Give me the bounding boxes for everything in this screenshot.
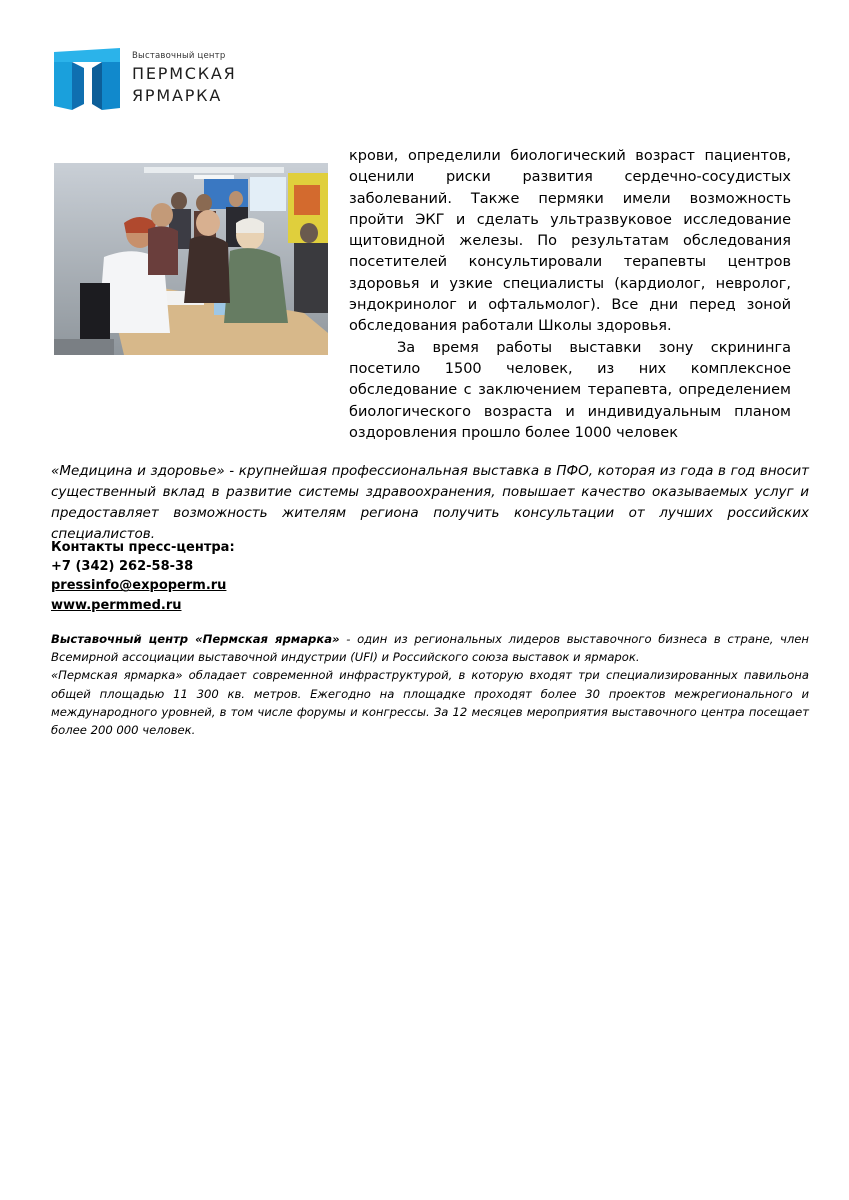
logo-title-line1: ПЕРМСКАЯ <box>132 64 237 83</box>
contacts-email-link[interactable]: pressinfo@expoperm.ru <box>51 578 227 594</box>
press-contacts <box>51 538 235 615</box>
logo-title-line2: ЯРМАРКА <box>132 86 223 105</box>
logo-subtitle: Выставочный центр <box>132 51 226 61</box>
contacts-title: Контакты пресс-центра: <box>51 540 235 555</box>
exhibition-about: «Медицина и здоровье» - крупнейшая профессиональная выставка в ПФО, которая из года в год вносит существенный вклад в развитие системы здравоохранения, повышает качество оказываемых услуг и предоставляет возможность жителям региона получить консультации от лучших российских специалистов. <box>51 463 809 542</box>
fair-info <box>51 630 809 739</box>
contacts-phone: +7 (342) 262-58-38 <box>51 559 194 575</box>
article-paragraph: За время работы выставки зону скрининга посетило 1500 человек, из них комплексное обследование с заключением терапевта, определением биологического возраста и индивидуальным планом оздоровления прошло более 1000 человек <box>349 339 791 441</box>
fair-paragraph: «Пермская ярмарка» обладает современной инфраструктурой, в которую входят три специализированных павильона общей площадью 11 300 кв. метров. Ежегодно на площадке проходят более 30 проектов межрегионального и международного уровней, в том числе форумы и конгрессы. За 12 месяцев мероприятия выставочного центра посещает более 200 000 человек. <box>51 668 809 738</box>
fair-name: Выставочный центр «Пермская ярмарка» <box>51 632 340 646</box>
fair-paragraph <box>51 630 809 666</box>
event-photo <box>54 163 328 355</box>
logo <box>54 46 254 110</box>
contacts-site-link[interactable]: www.permmed.ru <box>51 597 182 613</box>
article-paragraph: крови, определили биологический возраст пациентов, оценили риски развития сердечно-сосудистых заболеваний. Также пермяки имели возможность пройти ЭКГ и сделать ультразвуковое исследование щитовидной железы. По результатам обследования посетителей консультировали терапевты центров здоровья и узкие специалисты (кардиолог, невролог, эндокринолог и офтальмолог). Все дни перед зоной обследования работали Школы здоровья. <box>349 148 791 335</box>
article-body <box>349 146 791 444</box>
logo-mark-icon <box>54 46 120 110</box>
fair-description: - один из региональных лидеров выставочного бизнеса в стране, член Всемирной ассоциации выставочной индустрии (UFI) и Российского союза выставок и ярмарок. <box>51 632 810 665</box>
